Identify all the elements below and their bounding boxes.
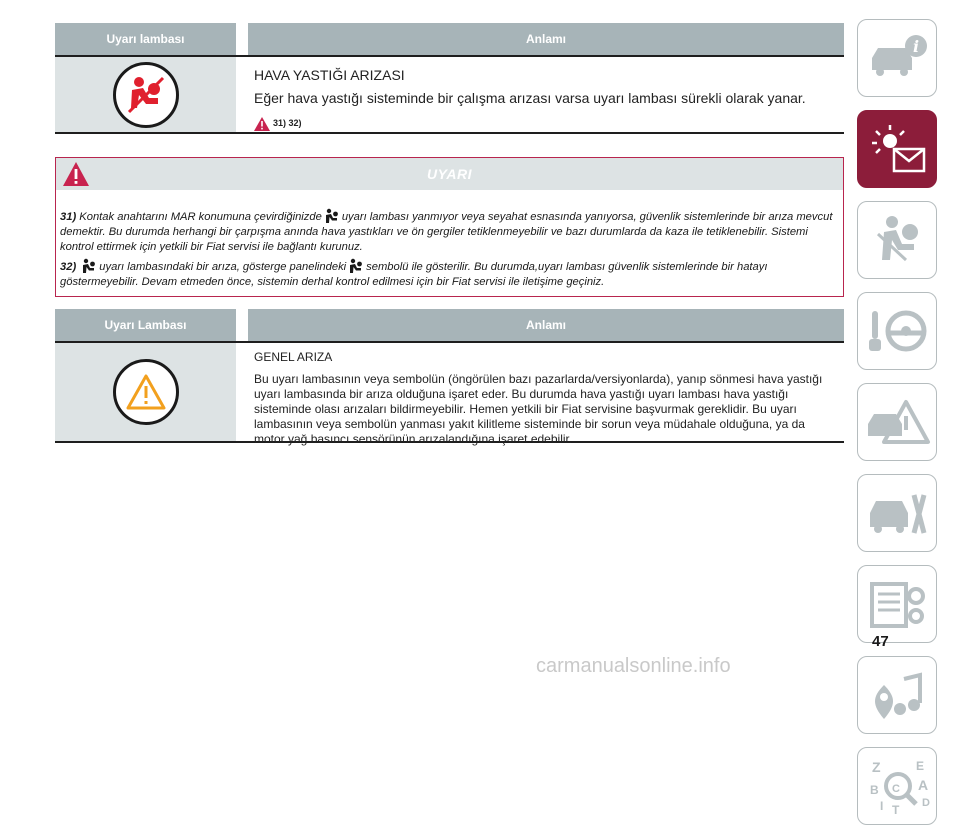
airbag-person-icon — [113, 62, 179, 128]
svg-text:D: D — [922, 797, 930, 809]
warning-references-link[interactable]: 31) 32) — [273, 118, 302, 128]
header-warning-light: Uyarı Lambası — [55, 309, 236, 341]
table-row — [55, 55, 844, 134]
tab-starting-driving[interactable] — [857, 292, 937, 370]
warning-triangle-lamp — [113, 359, 179, 425]
table-header — [55, 309, 844, 341]
tab-car-info[interactable] — [857, 19, 937, 97]
svg-text:I: I — [880, 799, 884, 813]
table-header — [55, 23, 844, 55]
emergency-icon — [862, 392, 932, 452]
general-fault-table — [55, 309, 844, 446]
airbag-person-icon — [348, 258, 364, 274]
svg-text:Z: Z — [872, 759, 881, 775]
airbag-warning-table — [55, 23, 844, 134]
tab-emergency[interactable] — [857, 383, 937, 461]
warning-triangle-icon — [254, 117, 270, 131]
light-description: Bu uyarı lambasının veya sembolün (öngörülen bazı pazarlarda/versiyonlarda), yanıp sönmesi hava yastığı uyarı lambasında bir arıza olduğuna işaret eder. Bu durumda hava yastığı uyarı lambası hava yastığı sisteminde olası arızaları bildirmeyebilir. Hemen yetkili bir Fiat servisine başvurmak gereklidir. Bu uyarı lambasının veya sembolün yanması yakıt kilitleme sisteminde bir sorun veya müdahale olduğuna, ya da motor yağ basıncı sensörünün arızalandığına işaret edebilir. — [254, 372, 823, 446]
tab-technical-data[interactable] — [857, 565, 937, 643]
tab-multimedia[interactable] — [857, 656, 937, 734]
warning-triangle-icon — [126, 374, 166, 410]
starting-driving-icon — [862, 301, 932, 361]
svg-text:T: T — [892, 803, 900, 816]
dashboard-lights-icon — [862, 119, 932, 179]
svg-text:i: i — [912, 37, 920, 56]
svg-text:B: B — [870, 783, 879, 797]
svg-text:E: E — [916, 759, 925, 773]
airbag-person-icon — [81, 258, 97, 274]
header-meaning: Anlamı — [248, 23, 844, 55]
table-row — [55, 341, 844, 446]
warning-box — [55, 157, 844, 297]
tab-dashboard-lights[interactable] — [857, 110, 937, 188]
chapter-sidebar — [857, 19, 937, 838]
tab-maintenance[interactable] — [857, 474, 937, 552]
airbag-person-icon — [324, 208, 340, 224]
multimedia-icon — [862, 665, 932, 725]
header-meaning: Anlamı — [248, 309, 844, 341]
technical-data-icon — [862, 574, 932, 634]
tab-index[interactable] — [857, 747, 937, 825]
light-description: Eğer hava yastığı sisteminde bir çalışma arızası varsa uyarı lambası sürekli olarak yanar. — [254, 90, 806, 106]
light-title: GENEL ARIZA — [254, 350, 333, 364]
svg-text:C: C — [892, 783, 900, 795]
safety-airbag-icon — [862, 210, 932, 270]
maintenance-icon — [862, 483, 932, 543]
warning-item-32: 32) uyarı lambasındaki bir arıza, gösterge panelindeki sembolü ile gösterilir. Bu durumda,uyarı lambası güvenlik sistemlerinde bir hatayı göstermeyebilir. Devam etmeden önce, sistemin derhal kontrol edilmesi için bir Fiat servisi ile iletişime geçiniz. — [60, 258, 839, 290]
car-info-icon — [862, 28, 932, 88]
watermark: carmanualsonline.info — [536, 655, 731, 677]
svg-text:A: A — [918, 777, 929, 793]
warning-item-31: 31) Kontak anahtarını MAR konumuna çevirdiğinizde uyarı lambası yanmıyor veya seyahat esnasında yanıyorsa, güvenlik sistemlerinde bir arıza mevcut demektir. Bu durumda herhangi bir çarpışma anında hava yastıkları ve ön gergiler tetiklenmeyebilir ve bazı durumlarda da kaza ile tetiklenebilir. Sistemi kontrol ettirmek için yetkili bir Fiat servisi ile bağlantı kurunuz. — [60, 208, 839, 255]
page-number: 47 — [872, 633, 889, 650]
warning-title: UYARI — [426, 166, 473, 182]
light-title: HAVA YASTIĞI ARIZASI — [254, 67, 405, 83]
index-icon — [862, 756, 932, 816]
header-warning-light: Uyarı lambası — [55, 23, 236, 55]
tab-safety[interactable] — [857, 201, 937, 279]
warning-triangle-icon — [62, 161, 90, 187]
